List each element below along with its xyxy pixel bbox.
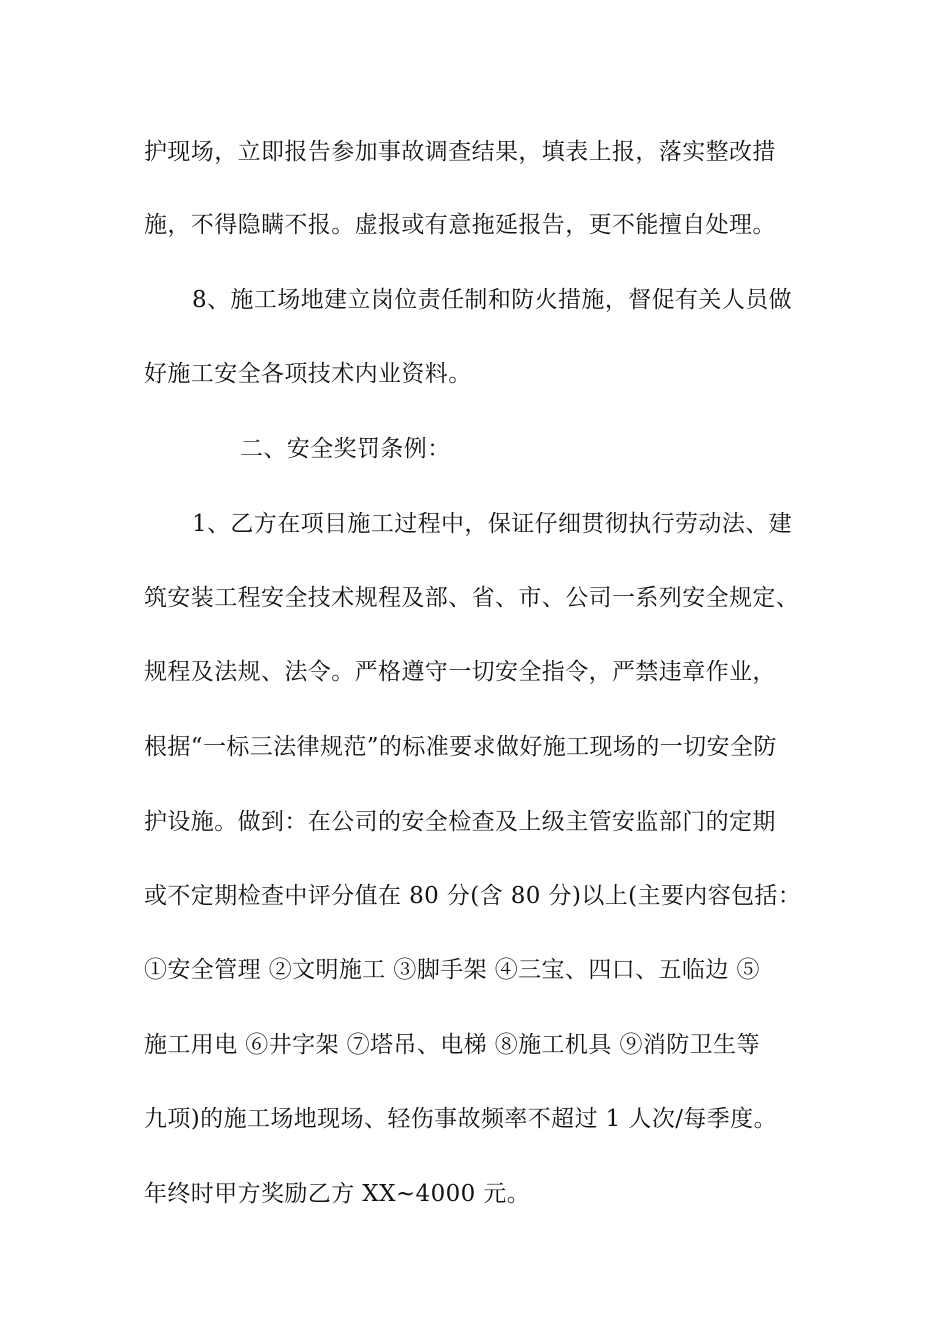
body-text-line: 九项)的施工场地现场、轻伤事故频率不超过 1 人次/每季度。 [144,1106,777,1132]
body-text-line: 施工用电 ⑥井字架 ⑦塔吊、电梯 ⑧施工机具 ⑨消防卫生等 [144,1032,760,1058]
body-text-line: 施，不得隐瞒不报。虚报或有意拖延报告，更不能擅自处理。 [144,212,776,238]
body-text-line: 筑安装工程安全技术规程及部、省、市、公司一系列安全规定、 [144,585,800,611]
section-heading: 二、安全奖罚条例： [240,436,451,462]
body-text-line: 规程及法规、法令。严格遵守一切安全指令，严禁违章作业， [144,659,776,685]
body-text-line: 护现场，立即报告参加事故调查结果，填表上报，落实整改措 [144,139,776,165]
body-text-line: 根据“一标三法律规范”的标准要求做好施工现场的一切安全防 [144,734,777,760]
body-text-line: 年终时甲方奖励乙方 XX~4000 元。 [144,1181,531,1207]
body-text-line: 或不定期检查中评分值在 80 分(含 80 分)以上(主要内容包括： [144,883,802,909]
paragraph-8-start: 8、施工场地建立岗位责任制和防火措施，督促有关人员做 [192,287,793,313]
body-text-line: ①安全管理 ②文明施工 ③脚手架 ④三宝、四口、五临边 ⑤ [144,957,760,983]
body-text-line: 护设施。做到：在公司的安全检查及上级主管安监部门的定期 [144,809,776,835]
body-text-line: 好施工安全各项技术内业资料。 [144,361,472,387]
paragraph-1-start: 1、乙方在项目施工过程中，保证仔细贯彻执行劳动法、建 [192,511,793,537]
